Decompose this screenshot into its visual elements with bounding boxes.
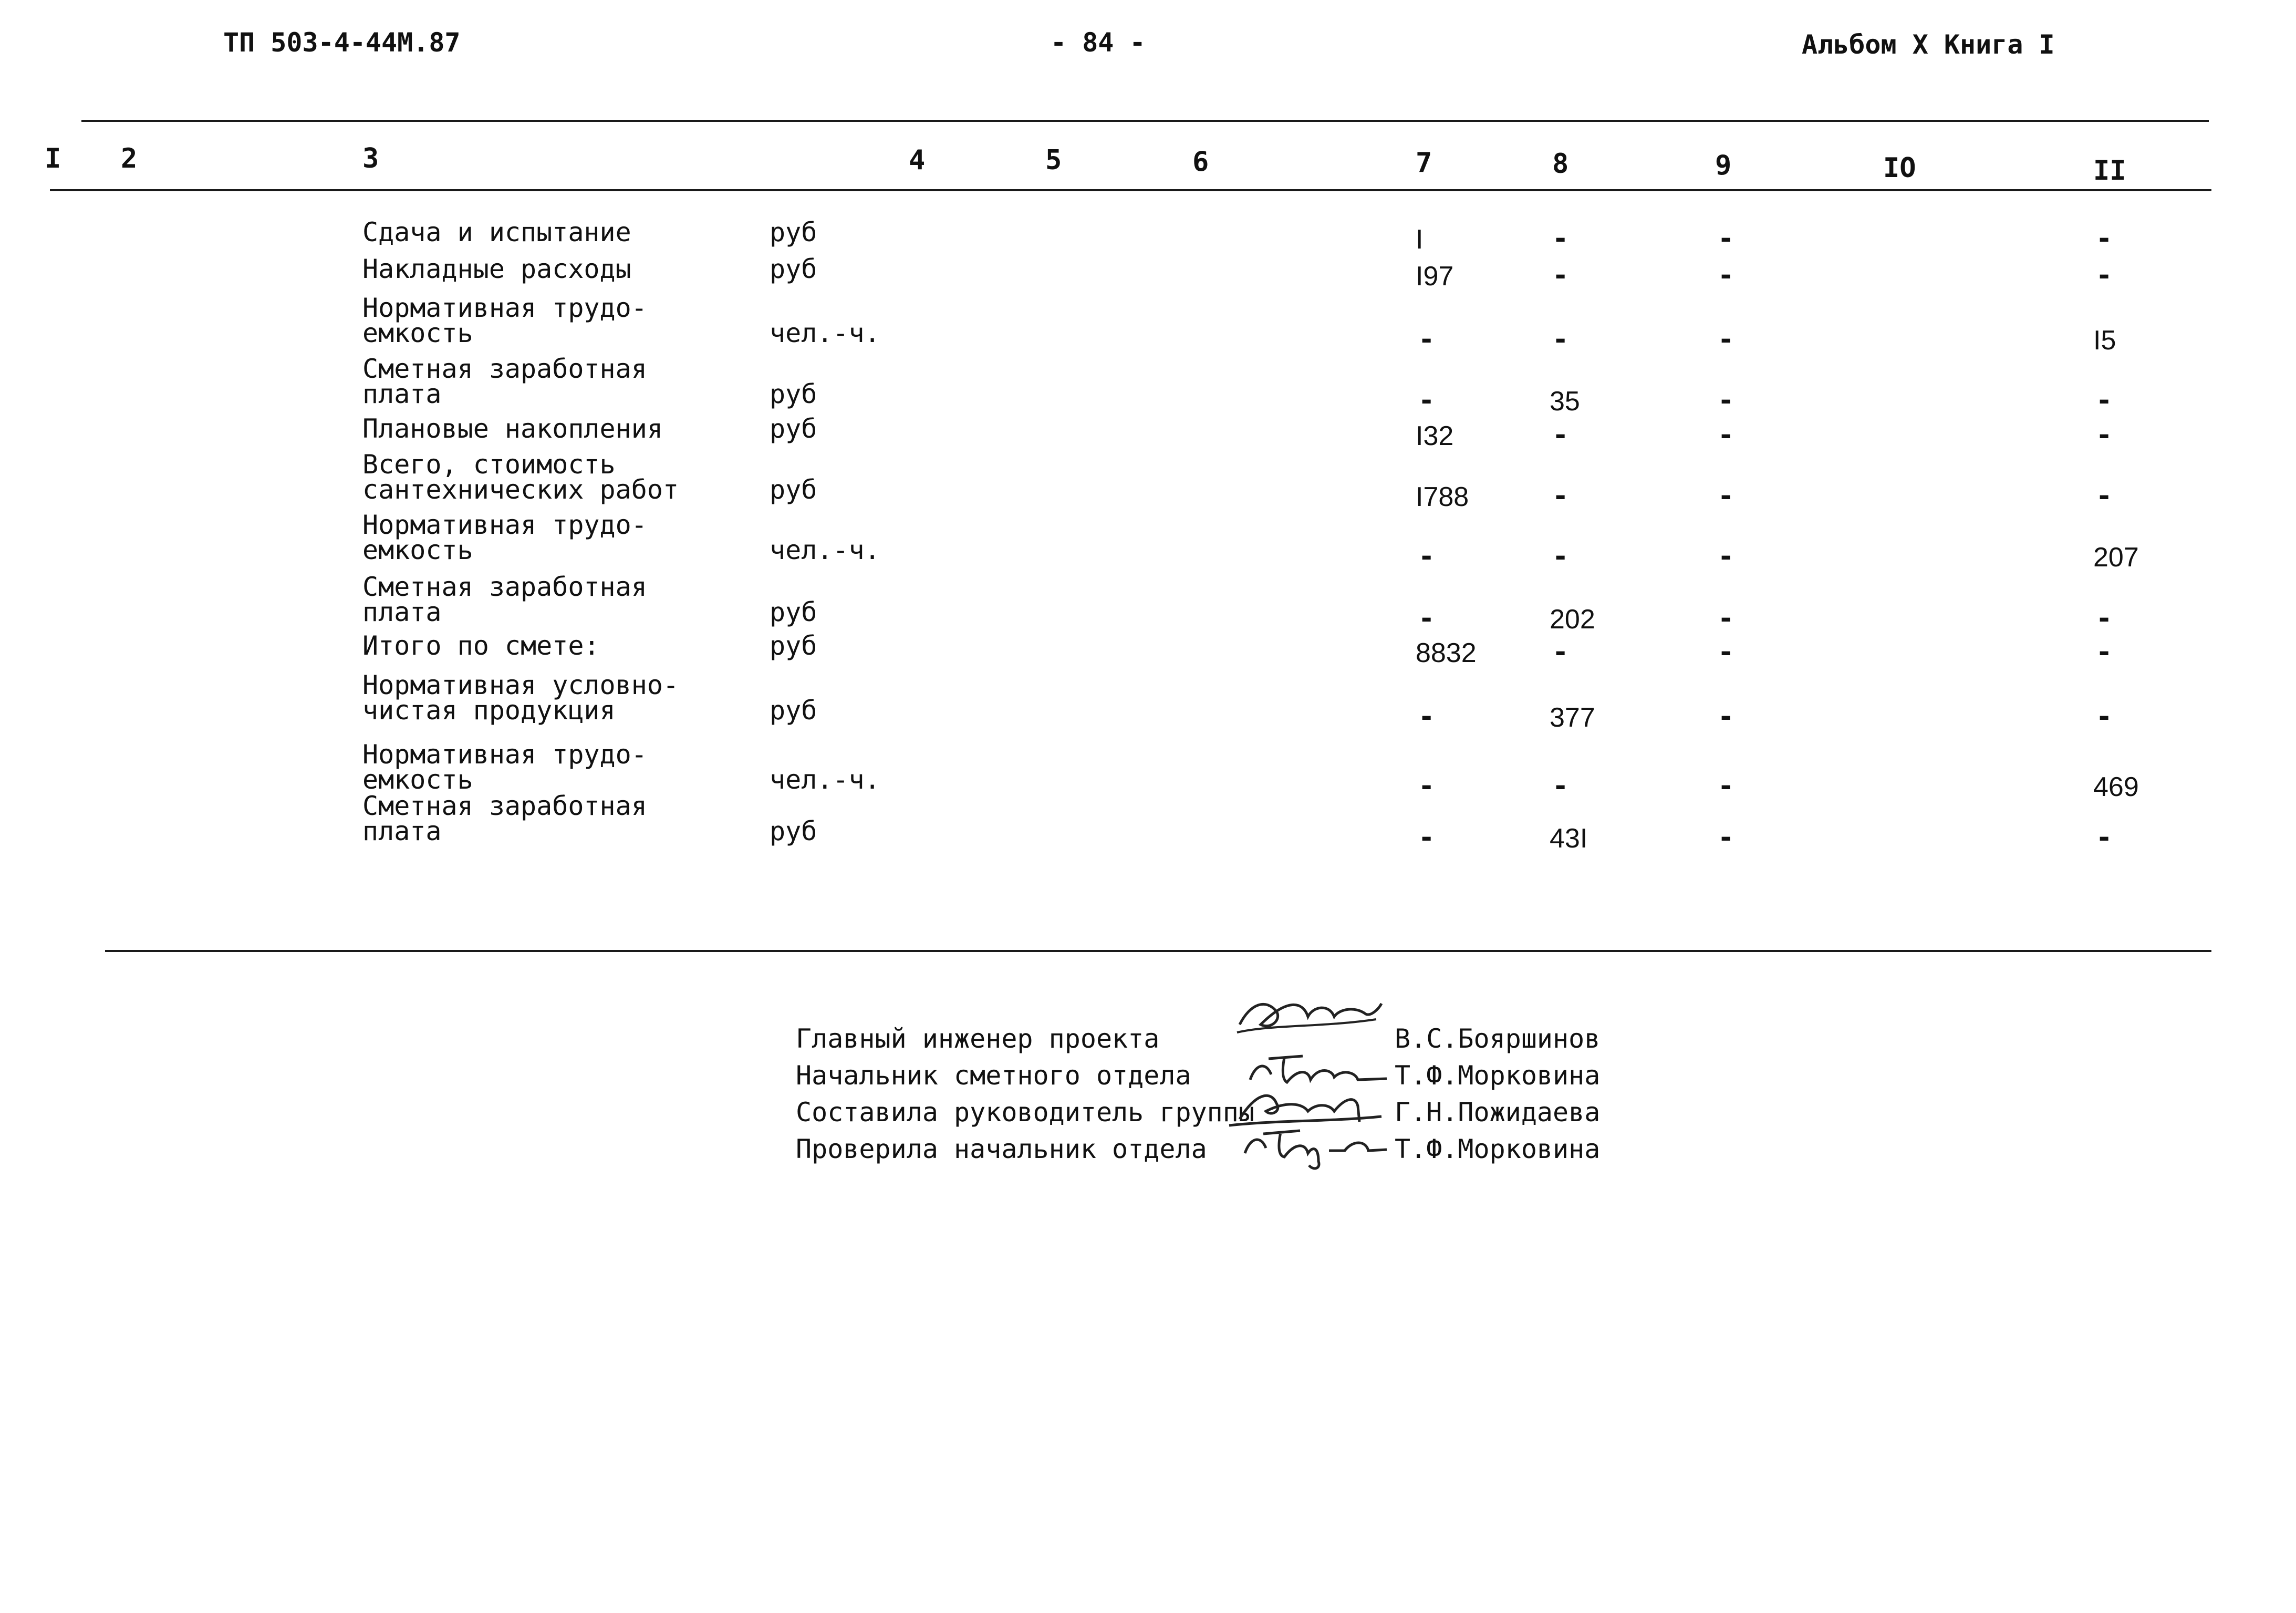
row-value-col-8: - <box>1552 480 1569 512</box>
row-value-col-9: - <box>1718 223 1734 254</box>
row-value-col-11: 469 <box>2093 772 2139 802</box>
row-label: Нормативная трудо- <box>362 739 647 770</box>
row-value-col-11: - <box>2096 701 2113 732</box>
signature-role: Проверила начальник отдела <box>796 1134 1207 1164</box>
row-value-col-11: - <box>2096 223 2113 254</box>
row-value-col-11: - <box>2096 419 2113 451</box>
column-number-5: 5 <box>1045 144 1062 176</box>
row-label: Нормативная трудо- <box>362 510 647 540</box>
row-unit: чел.-ч. <box>770 318 880 348</box>
row-value-col-9: - <box>1718 636 1734 668</box>
row-label: Сметная заработная <box>362 791 647 821</box>
column-number-6: 6 <box>1192 146 1209 178</box>
column-number-9: 9 <box>1715 150 1732 181</box>
row-value-col-9: - <box>1718 822 1734 853</box>
row-value-col-7: I <box>1416 224 1424 255</box>
row-unit: руб <box>770 217 817 247</box>
row-label: Сметная заработная <box>362 354 647 384</box>
row-label: Плановые накопления <box>362 413 663 444</box>
page-number: - 84 - <box>1051 27 1146 58</box>
column-number-7: 7 <box>1416 147 1432 179</box>
album-book-label: Альбом X Книга I <box>1802 29 2055 60</box>
row-value-col-9: - <box>1718 260 1734 291</box>
row-label: Нормативная трудо- <box>362 293 647 323</box>
row-value-col-9: - <box>1718 480 1734 512</box>
row-value-col-7: I32 <box>1416 421 1454 451</box>
row-unit: руб <box>770 254 817 284</box>
row-value-col-7: 8832 <box>1416 638 1477 668</box>
row-value-col-9: - <box>1718 385 1734 416</box>
row-label: плата <box>362 816 442 846</box>
column-number-11: II <box>2093 155 2126 187</box>
row-value-col-8: - <box>1552 223 1569 254</box>
row-value-col-7: - <box>1418 324 1435 355</box>
row-value-col-8: - <box>1552 260 1569 291</box>
row-value-col-8: 377 <box>1550 702 1595 733</box>
row-value-col-11: - <box>2096 636 2113 668</box>
column-number-1: I <box>45 143 61 174</box>
row-value-col-7: - <box>1418 385 1435 416</box>
row-value-col-8: - <box>1552 419 1569 451</box>
signature-name: В.С.Бояршинов <box>1395 1023 1601 1054</box>
row-value-col-9: - <box>1718 701 1734 732</box>
signature-role: Главный инженер проекта <box>796 1023 1160 1054</box>
row-label: Всего, стоимость <box>362 449 616 480</box>
row-value-col-9: - <box>1718 541 1734 572</box>
row-unit: чел.-ч. <box>770 535 880 565</box>
row-unit: руб <box>770 816 817 846</box>
signature-name: Г.Н.Пожидаева <box>1395 1097 1601 1128</box>
signature-role: Составила руководитель группы <box>796 1097 1254 1128</box>
signature-name: Т.Ф.Морковина <box>1395 1060 1601 1091</box>
column-number-2: 2 <box>121 143 138 174</box>
row-label: Накладные расходы <box>362 254 631 284</box>
signature-role: Начальник сметного отдела <box>796 1060 1191 1091</box>
row-label: плата <box>362 597 442 627</box>
row-value-col-8: - <box>1552 541 1569 572</box>
row-value-col-8: 202 <box>1550 604 1595 635</box>
row-label: плата <box>362 379 442 409</box>
row-value-col-11: - <box>2096 260 2113 291</box>
row-unit: руб <box>770 474 817 505</box>
top-rule <box>81 120 2209 122</box>
row-unit: руб <box>770 695 817 726</box>
signature-mark-department-head <box>1240 1119 1392 1172</box>
row-value-col-7: - <box>1418 770 1435 802</box>
column-number-4: 4 <box>909 144 926 176</box>
row-value-col-11: - <box>2096 385 2113 416</box>
column-number-8: 8 <box>1552 148 1569 180</box>
row-value-col-7: - <box>1418 541 1435 572</box>
row-value-col-7: - <box>1418 603 1435 634</box>
column-number-10: IO <box>1883 152 1916 184</box>
row-value-col-11: 207 <box>2093 542 2139 573</box>
row-value-col-11: - <box>2096 480 2113 512</box>
signature-name: Т.Ф.Морковина <box>1395 1134 1601 1164</box>
row-value-col-8: - <box>1552 770 1569 802</box>
row-unit: чел.-ч. <box>770 764 880 795</box>
row-label: сантехнических работ <box>362 474 679 505</box>
row-value-col-8: - <box>1552 636 1569 668</box>
row-unit: руб <box>770 379 817 409</box>
column-number-3: 3 <box>362 143 379 174</box>
row-label: Сдача и испытание <box>362 217 631 247</box>
document-code: ТП 503-4-44М.87 <box>223 27 461 58</box>
row-label: емкость <box>362 764 473 795</box>
row-value-col-9: - <box>1718 603 1734 634</box>
row-value-col-9: - <box>1718 770 1734 802</box>
row-unit: руб <box>770 413 817 444</box>
header-bottom-rule <box>50 189 2211 191</box>
row-label: Сметная заработная <box>362 572 647 602</box>
row-label: чистая продукция <box>362 695 616 726</box>
row-value-col-7: I97 <box>1416 261 1454 292</box>
row-value-col-8: - <box>1552 324 1569 355</box>
row-value-col-8: 35 <box>1550 386 1580 417</box>
row-value-col-8: 43I <box>1550 823 1588 854</box>
row-label: емкость <box>362 318 473 348</box>
row-unit: руб <box>770 630 817 661</box>
row-value-col-7: I788 <box>1416 482 1469 512</box>
row-label: емкость <box>362 535 473 565</box>
row-label: Нормативная условно- <box>362 670 679 700</box>
bottom-rule <box>105 950 2211 952</box>
row-unit: руб <box>770 597 817 627</box>
row-value-col-11: - <box>2096 822 2113 853</box>
row-value-col-7: - <box>1418 822 1435 853</box>
signature-mark-chief-engineer <box>1229 988 1387 1046</box>
row-value-col-11: I5 <box>2093 325 2116 356</box>
row-label: Итого по смете: <box>362 630 600 661</box>
row-value-col-9: - <box>1718 324 1734 355</box>
row-value-col-7: - <box>1418 701 1435 732</box>
row-value-col-9: - <box>1718 419 1734 451</box>
row-value-col-11: - <box>2096 603 2113 634</box>
